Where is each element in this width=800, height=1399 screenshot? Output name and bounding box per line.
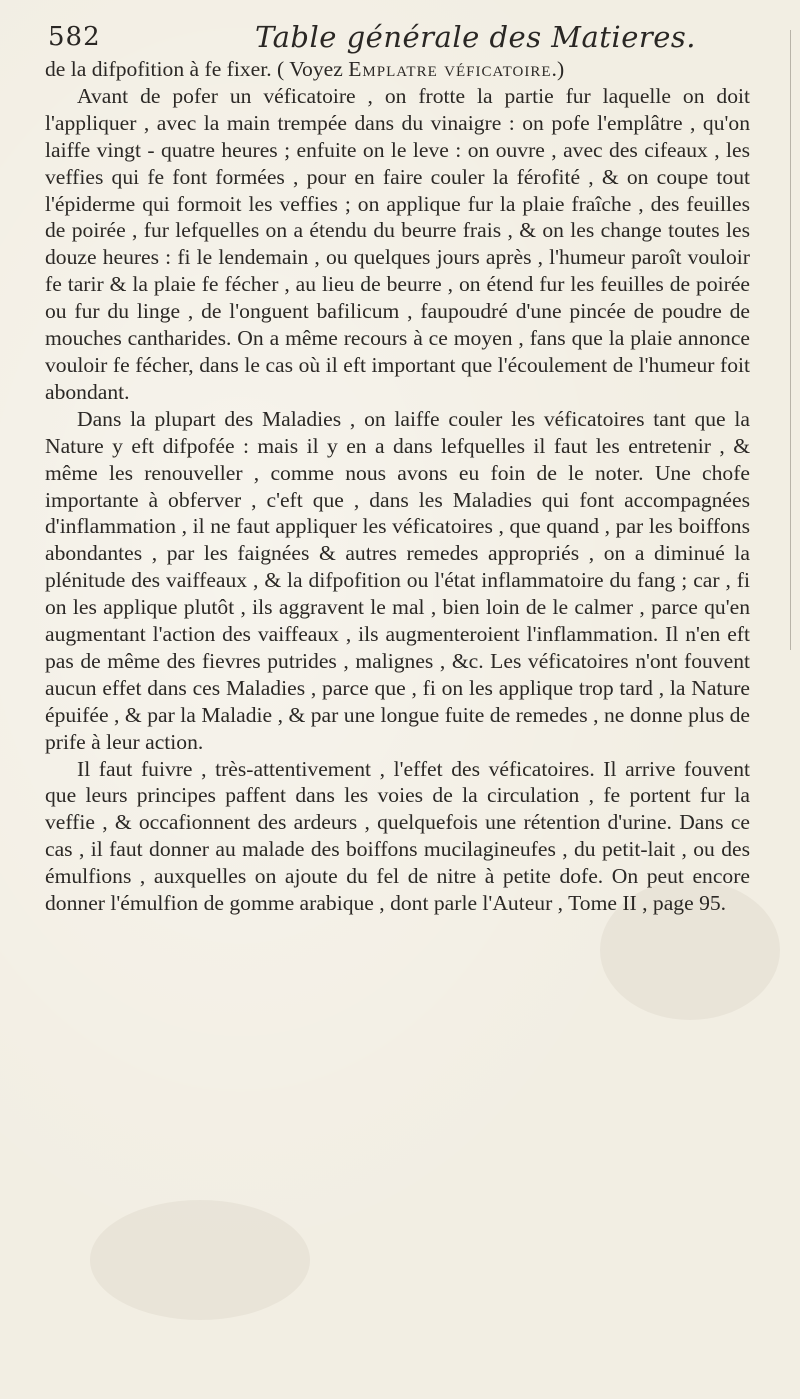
paragraph-text: de la difpofition à fe fixer. ( Voyez [45,57,349,81]
page-number: 582 [48,22,101,52]
running-title: Table générale des Matieres. [255,20,696,54]
paragraph [45,756,750,917]
body-text [45,56,750,917]
margin-rule [790,30,791,650]
paragraph-text: .) [551,57,565,81]
paragraph [45,83,750,406]
paragraph-text: Avant de pofer un véficatoire , on frotte la partie fur laquelle on doit l'appliquer , avec la main trempée dans du vinaigre : on pofe l'emplâtre , qu'on laiffe vingt - quatre heures ; enfuite on le leve : on ouvre , avec des cifeaux , les veffies qui fe font formées , pour en faire couler la férofité , & on coupe tout l'épiderme qui formoit les veffies ; on applique fur la plaie fraîche , des feuilles de poirée , fur lefquelles on a étendu du beurre frais , & on les change toutes les douze heures : fi le lendemain , ou quelques jours après , l'humeur paroît vouloir fe tarir & la plaie fe fécher , au lieu de beurre , on étend fur les feuilles de poirée ou fur du linge , de l'onguent bafilicum , faupoudré d'une pincée de poudre de mouches cantharides. On a même recours à ce moyen , fans que la plaie annonce vouloir fe fécher, dans le cas où il eft important que l'écoulement de l'humeur foit abondant. [45,83,750,404]
paragraph-text: Il faut fuivre , très-attentivement , l'effet des véficatoires. Il arrive fouvent que leurs principes paffent dans les voies de la circulation , fe portent fur la veffie , & occafionnent des ardeurs , quelquefois une rétention d'urine. Dans ce cas , il faut donner au malade des boiffons mucilagineufes , du petit-lait , ou des émulfions , auxquelles on ajoute du fel de nitre à petite dofe. On peut encore donner l'émulfion de gomme arabique , dont parle l'Auteur , Tome II , page 95. [45,756,750,916]
paragraph-text: Dans la plupart des Maladies , on laiffe couler les véficatoires tant que la Nature y eft difpofée : mais il y en a dans lefquelles il faut les entretenir , & même les renouveller , comme nous avons eu foin de le noter. Une chofe importante à obferver , c'eft que , dans les Maladies qui font accompagnées d'inflammation , il ne faut appliquer les véficatoires , que quand , par les boiffons abondantes , par les faignées & autres remedes appropriés , on a diminué la plénitude des vaiffeaux , & la difpofition ou l'état inflammatoire du fang ; car , fi on les applique plutôt , ils aggravent le mal , bien loin de le calmer , parce qu'en augmentant l'action des vaiffeaux , ils augmenteroient l'inflammation. Il n'en eft pas de même des fievres putrides , malignes , &c. Les véficatoires n'ont fouvent aucun effet dans ces Maladies , parce que , fi on les applique trop tard , la Nature épuifée , & par la Maladie , & par une longue fuite de remedes , ne donne plus de prife à leur action. [45,406,750,754]
cross-reference: Emplatre véficatoire [348,57,552,81]
page-header [40,20,760,60]
paragraph [45,56,750,83]
paragraph [45,406,750,756]
paper-stain [90,1200,310,1320]
